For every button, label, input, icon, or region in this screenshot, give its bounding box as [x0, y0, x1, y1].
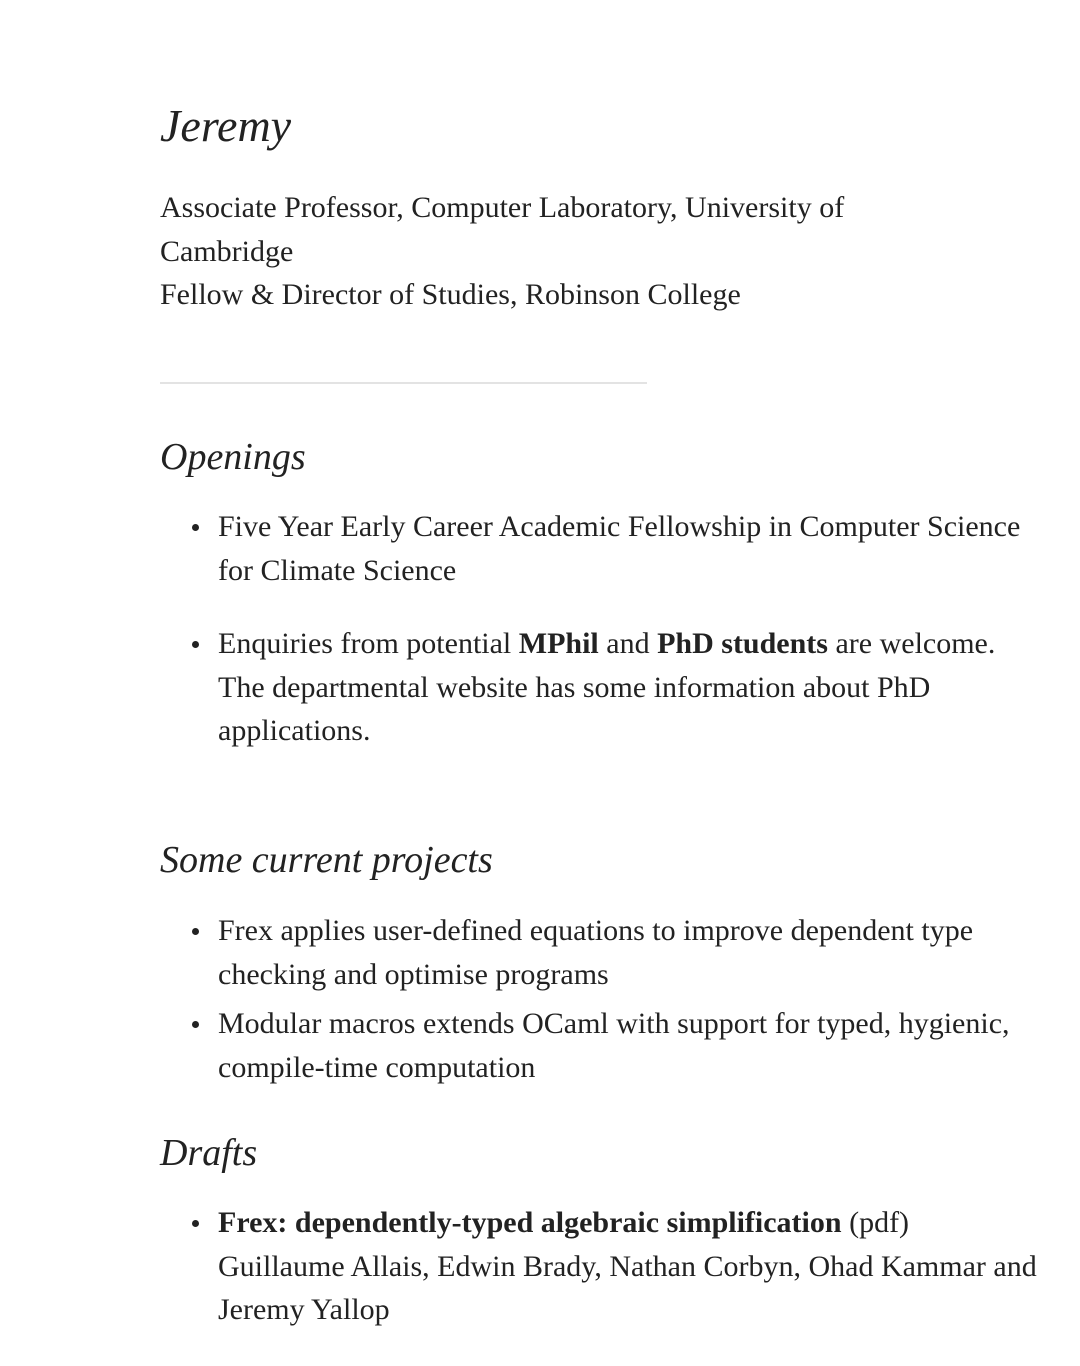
list-item	[160, 622, 1040, 753]
enquiries-and: and	[598, 627, 658, 660]
draft-authors: Guillaume Allais, Edwin Brady, Nathan Corbyn, Ohad Kammar and Jeremy Yallop	[218, 1249, 1037, 1326]
list-item	[160, 505, 1040, 592]
modular-macros-link[interactable]: Modular macros extends OCaml with support for typed, hygienic, compile-time computation	[218, 1007, 1010, 1084]
drafts-heading: Drafts	[160, 1132, 258, 1174]
draft-title: Frex: dependently-typed algebraic simplification	[218, 1206, 842, 1239]
affiliation-line-2: Fellow & Director of Studies, Robinson College	[160, 278, 741, 311]
fellowship-link[interactable]: Five Year Early Career Academic Fellowship in Computer Science for Climate Science	[218, 510, 1021, 587]
affiliation	[160, 186, 950, 317]
enquiries-prefix: Enquiries from potential	[218, 627, 519, 660]
phd-students-link[interactable]: PhD students	[657, 627, 828, 660]
mphil-link[interactable]: MPhil	[518, 627, 599, 660]
list-item	[160, 1002, 1040, 1089]
page-title: Jeremy	[160, 100, 292, 151]
enquiries-suffix: are welcome.	[827, 627, 996, 660]
list-item	[160, 909, 1040, 996]
draft-pdf-link[interactable]: (pdf)	[841, 1206, 910, 1239]
drafts-list	[160, 1201, 1040, 1332]
projects-list	[160, 909, 1040, 1089]
list-item	[160, 1201, 1040, 1332]
affiliation-line-1: Associate Professor, Computer Laboratory, University of Cambridge	[160, 191, 845, 268]
openings-list	[160, 505, 1040, 753]
openings-heading: Openings	[160, 436, 306, 478]
phd-applications-info-link[interactable]: The departmental website has some information about PhD applications.	[218, 670, 931, 747]
projects-heading: Some current projects	[160, 839, 493, 881]
divider	[160, 382, 647, 384]
frex-project-link[interactable]: Frex applies user-defined equations to improve dependent type checking and optimise programs	[218, 914, 974, 991]
